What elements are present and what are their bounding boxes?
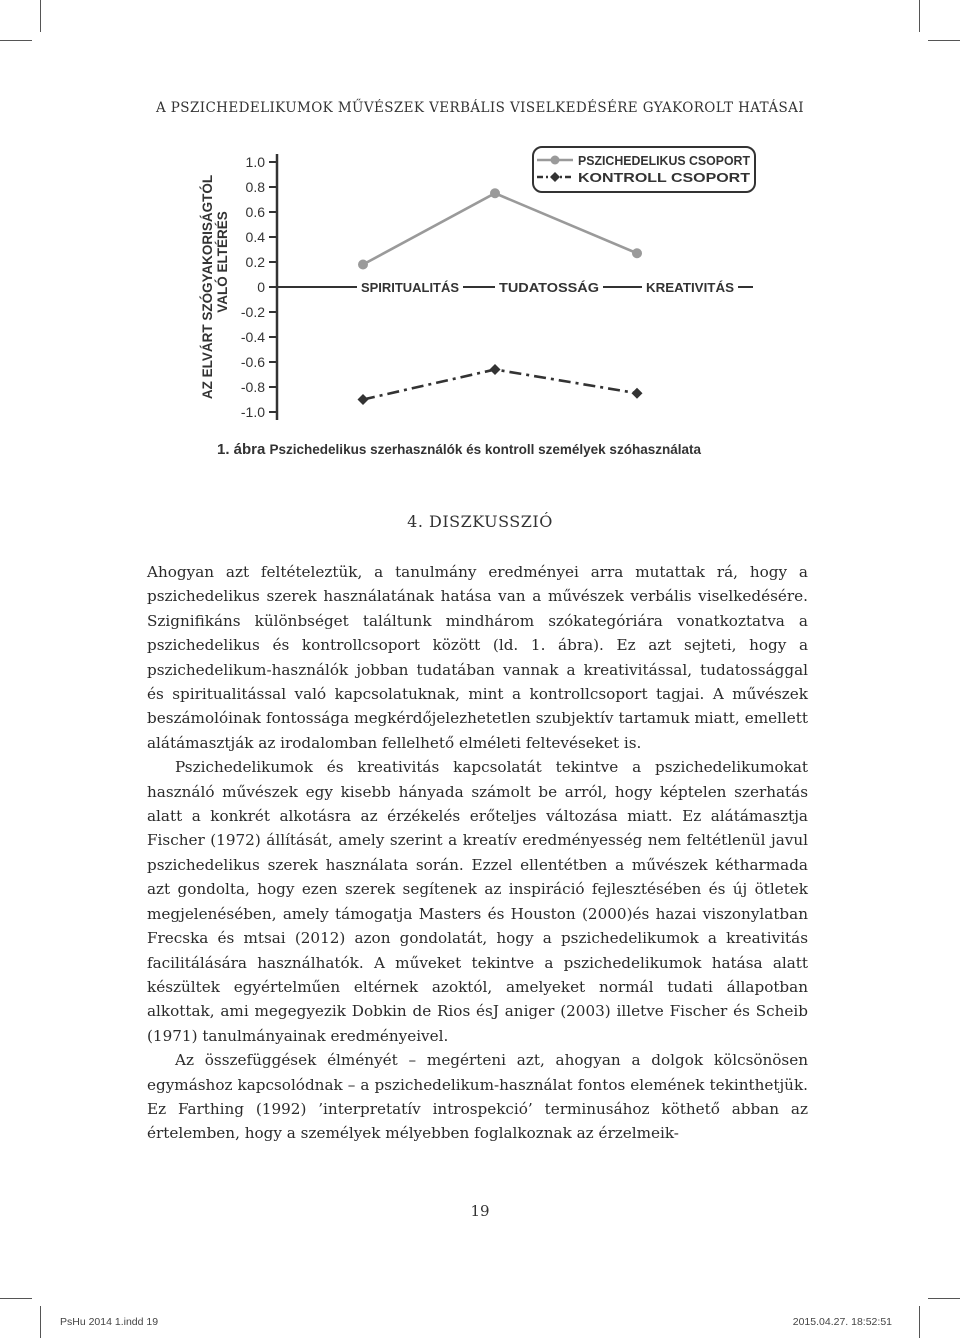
running-head: A PSZICHEDELIKUMOK MŰVÉSZEK VERBÁLIS VISELKEDÉSÉRE GYAKOROLT HATÁSAI <box>155 100 805 116</box>
line-chart <box>185 140 775 470</box>
y-axis-label: AZ ELVÁRT SZÓGYAKORISÁGTÓL <box>200 174 215 400</box>
paragraph: Az összefüggések élményét – megérteni azt, ahogyan a dolgok kölcsönösen egymáshoz kapcsolódnak – a pszichedelikum-használat fontos elemének tekinthetjük. Ez Farthing (1992) ’interpretatív introspekció’ terminusához köthető abban az értelemben, hogy a személyek mélyebben foglalkoznak az érzelmeik- <box>147 1051 808 1143</box>
data-point <box>358 260 368 270</box>
data-point <box>632 248 642 258</box>
paragraph: Pszichedelikumok és kreativitás kapcsolatát tekintve a pszichedelikumokat használó művészek egy kisebb hányada számolt be arról, hogy képtelen szerhatás alatt a konkrét alkotásra az érzékelés erőteljes változása miatt. Ez alátámasztja Fischer (1972) állítását, amely szerint a kreatív eredményesség nem feltétlenül javul pszichedelikus szerek használata során. Ezzel ellentétben a művészek kétharmada azt gondolta, hogy ezen szerek segítenek az inspiráció fejlesztésében és új ötletek megjelenésében, amely támogatja Masters és Houston (2000)és hazai viszonylatban Frecska és mtsai (2012) azon gondolatát, hogy a pszichedelikumok a kreativitás facilitálására használhatók. A műveket tekintve a pszichedelikumok hatása alatt készültek egyértelműen eltérnek azoktól, amelyeket normál tudati állapotban alkottak, ami megegyezik Dobkin de Rios ésJ aniger (2003) illetve Fischer és Scheib (1971) tanulmányainak eredményeivel. <box>147 758 808 1045</box>
y-tick-label: -0.8 <box>240 379 265 395</box>
y-tick-label: 0.6 <box>245 204 265 220</box>
crop-mark <box>40 0 41 32</box>
x-category-label: TUDATOSSÁG <box>499 280 599 295</box>
caption-number: 1. ábra <box>217 441 270 458</box>
legend-marker <box>550 172 560 182</box>
caption-text: Pszichedelikus szerhasználók és kontroll személyek szóhasználata <box>269 442 701 457</box>
y-tick-label: -1.0 <box>240 404 265 420</box>
crop-mark <box>919 0 920 32</box>
data-point <box>490 364 501 375</box>
y-axis-label: VALÓ ELTÉRÉS <box>215 211 230 313</box>
print-slug-timestamp: 2015.04.27. 18:52:51 <box>792 1316 892 1328</box>
crop-mark <box>928 40 960 41</box>
data-point <box>358 394 369 405</box>
data-point <box>632 388 643 399</box>
crop-mark <box>919 1306 920 1338</box>
y-tick-label: 0.4 <box>245 229 265 245</box>
crop-mark <box>928 1298 960 1299</box>
paragraph: Ahogyan azt feltételeztük, a tanulmány eredményei arra mutattak rá, hogy a pszichedelikus szerek használatának hatása van a művészek verbális viselkedésére. Szignifikáns különbséget találtunk mindhárom szókategóriára vonatkoztatva a pszichedelikus és kontrollcsoport között (ld. 1. ábra). Ez azt sejteti, hogy a pszichedelikum-használók jobban tudatában vannak a kreativitással, tudatossággal és spiritualitással való kapcsolatuknak, mint a kontrollcsoport tagjai. A művészek beszámolóinak fontossága megkérdőjelezhetetlen szubjektív tartamuk miatt, emellett alátámasztják az irodalomban fellelhető elméleti feltevéseket is. <box>147 563 808 752</box>
legend-marker <box>551 156 560 165</box>
series-line <box>363 370 637 400</box>
y-tick-label: 0 <box>257 279 265 295</box>
x-category-label: KREATIVITÁS <box>646 280 735 295</box>
section-title: 4. DISZKUSSZIÓ <box>407 512 553 531</box>
series-line <box>363 193 637 264</box>
x-category-label: SPIRITUALITÁS <box>361 280 460 295</box>
print-slug-file: PsHu 2014 1.indd 19 <box>60 1316 159 1328</box>
legend-label: KONTROLL CSOPORT <box>578 170 751 185</box>
crop-mark <box>0 1298 32 1299</box>
y-tick-label: -0.6 <box>240 354 265 370</box>
y-tick-label: -0.2 <box>240 304 265 320</box>
legend-label: PSZICHEDELIKUS CSOPORT <box>578 153 751 168</box>
body-text <box>147 560 808 1146</box>
chart-caption <box>217 441 701 458</box>
y-tick-label: 0.8 <box>245 179 265 195</box>
page-number: 19 <box>470 1202 490 1220</box>
y-tick-label: -0.4 <box>240 329 265 345</box>
crop-mark <box>40 1306 41 1338</box>
y-tick-label: 1.0 <box>245 154 265 170</box>
crop-mark <box>0 40 32 41</box>
data-point <box>490 188 500 198</box>
y-tick-label: 0.2 <box>245 254 265 270</box>
